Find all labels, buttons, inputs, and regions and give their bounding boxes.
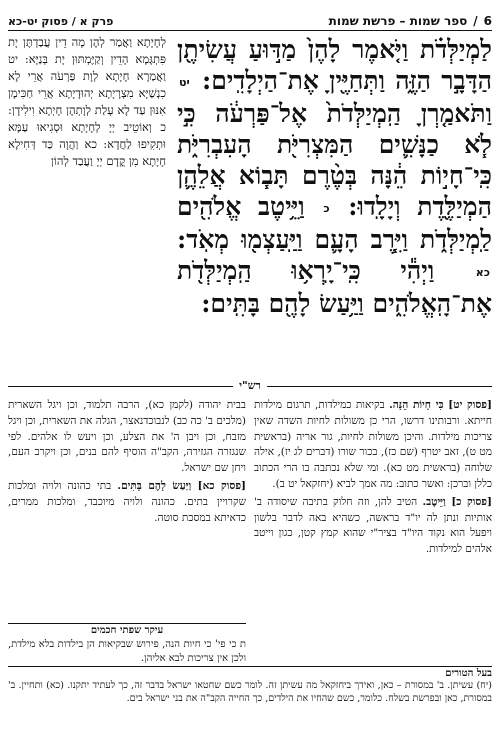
dibur-hamatchil: [פסוק יט] כִּי חָיוֹת הֵנָּה. — [389, 399, 492, 411]
page-number: 6 — [483, 14, 492, 28]
baal-haturim-label: בעל הטורים — [445, 668, 492, 679]
rashi-entry: [פסוק יט] כִּי חָיוֹת הֵנָּה. בקיאות כמילדות, תרגום מילדות חייתא. ורבותינו דרשו, הרי כן משולות לחיות השדה שאין צריכות מילדות. והיכן משולות לחיות, גור אריה (בראשית מט ט), זאב יטרף (שם כז), בכור שורו (דברים לג יז), אילה שלוחה (בראשית מט כא). ומי שלא נכתבה בו הרי הכתוב כללן וברכן: ואשר כתוב: מה אמך לביא (יחזקאל יט ב). — [254, 399, 492, 490]
ikar-siftei-chachamim — [8, 623, 246, 666]
verse-18-end: לַמְיַלְּדֹ֗ת וַיֹּ֤אמֶר לָהֶן֙ מַדּ֣וּעַ עֲשִׂיתֶ֖ן הַדָּבָ֣ר הַזֶּ֑ה וַתְּחַיֶּ֖יןָ אֶת־הַיְלָדִֽים: — [177, 35, 492, 95]
rashi-entry: בבית יהודה (לקמן כא), הרבה תלמוד, וכן ויגל השארית (מלכים ב' כה כב) לנבוכדנאצר, הגלה את השארית, וכן ויגל מזבח, וכן ויבן ה' את הצלע, וכן ויעש לו אלהים. לפי שנגזרה הגזירה, הקב"ה הוסיף להם בנים, וכן ויקרב העם, ויחן שם ישראל. — [8, 399, 246, 475]
baal-haturim-header — [8, 666, 492, 679]
page — [8, 6, 492, 726]
rashi-label: רש"י — [233, 379, 267, 392]
ikar-text: ת כי פי' כי חיות הנה, פירוש שבקיאות הן בילדות בלא מילדת, ולכן אין צריכות לבא אליהן. — [8, 639, 246, 664]
page-header — [8, 6, 492, 31]
verse-19: וַתֹּאמַ֤רְןָ הַֽמְיַלְּדֹת֙ אֶל־פַּרְעֹ֔ה כִּ֣י לֹ֧א כַנָּשִׁ֛ים הַמִּצְרִיֹּ֖ת הָעִבְרִיֹּ֑ת כִּֽי־חָי֣וֹת הֵ֔נָּה בְּטֶ֨רֶם תָּב֧וֹא אֲלֵהֶ֛ן הַמְיַלֶּ֖דֶת וְיָלָֽדוּ: — [177, 99, 492, 221]
verse-20-number: כ — [323, 202, 330, 215]
chapter-reference: פרק א / פסוק יט-כא — [8, 15, 114, 28]
onkelos-translation — [8, 34, 166, 170]
verse-20: וַיֵּ֥יטֶב אֱלֹהִ֖ים לַֽמְיַלְּדֹ֑ת וַיִּ֧רֶב הָעָ֛ם וַיַּֽעַצְמ֖וּ מְאֹֽד: — [177, 192, 492, 254]
ikar-label: עיקר שפתי חכמים — [90, 625, 164, 636]
rashi-entry: [פסוק כ] וַיֵּיטֶב. הטיב להן, וזה חלוק בתיבה שיסודה ב' אותיות ונתן לה יו"ד בראשה, כשהיא באה לדבר בלשון ויפעל הוא נקוד היו"ד בציר"י שהוא קמץ קטן, כגון וייטב אלהים למילדות. — [254, 495, 492, 556]
rashi-right-column — [254, 398, 492, 666]
upper-section — [8, 34, 492, 384]
dibur-hamatchil: [פסוק כ] וַיֵּיטֶב. — [422, 495, 492, 508]
book-title: ספר שמות – פרשת שמות — [328, 14, 468, 28]
header-right: 6 / ספר שמות – פרשת שמות — [328, 14, 492, 28]
rashi-left-column — [8, 398, 246, 666]
baal-haturim — [8, 680, 492, 726]
verse-19-number: יט — [179, 76, 190, 89]
rashi-commentary — [8, 398, 492, 666]
rashi-entry: [פסוק כא] וַיַּעַשׂ לָהֶם בָּתִּים. בתי כהונה ולויה ומלכות שקרויין בתים. כהונה ולויה מיוכבד, ומלכות ממרים, כדאיתא במסכת סוטה. — [8, 479, 246, 524]
onkelos-text: לְחָיָתָא וַאֲמַר לְהֶן מָה דֵין עֲבַדְתֶּן יָת פִּתְגָּמָא הָדֵין וְקַיֶּמְתּוּן יָת בְּנַיָּא: יט וַאֲמַרָא חָיָתָא לְוָת פַּרְעֹה אֲרֵי לָא כִנְשַׁיָּא מִצְרָיָתָא יְהוּדָיָתָא אֲרֵי חַכִּימָן אִנּוּן עַד לָא עָלַת לְוָתְהֶן חָיְתָא וִילִידָן: כ וְאוֹטֵיב יְיָ לְחָיָתָא וּסְגִיאוּ עַמָּא וּתְקִיפוּ לַחֲדָא: כא וַהֲוָה כַּד דְּחִילָא חָיָתָא מִן קֳדָם יְיָ וַעֲבַד לְהוֹן — [8, 35, 166, 168]
dibur-hamatchil: [פסוק כא] וַיַּעַשׂ לָהֶם בָּתִּים. — [117, 479, 246, 492]
verse-21-number: כא — [475, 266, 490, 279]
main-torah-text — [177, 34, 492, 319]
verse-21: וַיְהִ֕י כִּֽי־יָֽרְא֥וּ הַֽמְיַלְּדֹ֖ת אֶת־הָֽאֱלֹהִ֑ים וַיַּ֥עַשׂ לָהֶ֖ם בָּתִּֽים: — [177, 256, 492, 318]
baal-haturim-text: (יח) עשיתן. ב' במסורת – כאן, ואידך ביחזקאל מה עשיתן זה. לומר כשם שחטאו ישראל בדבר זה, כך לעתיד יתקנו. (כא) ותחיין. ב' במסורת, כאן ובפרשת בשלח. כלומר, כשם שהחיו את הילדים, כך החייה הקב"ה את בני ישראל בים. — [8, 680, 492, 704]
